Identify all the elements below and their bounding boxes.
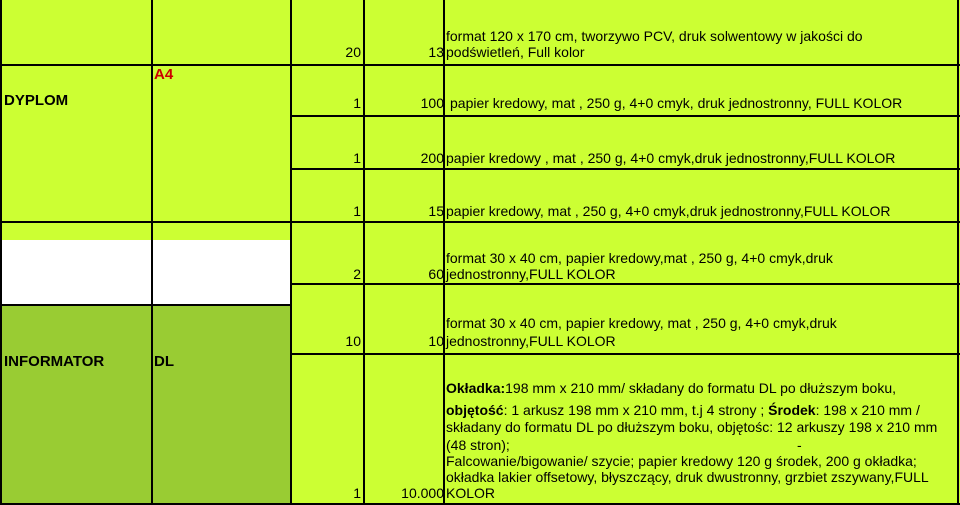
grid-vline	[443, 0, 445, 505]
format-dl-label: DL	[154, 353, 174, 370]
grid-hline	[290, 353, 960, 355]
grid-vline	[0, 0, 2, 505]
row7-line4b: -	[797, 437, 802, 453]
row5-desc-line2: jednostronny,FULL KOLOR	[446, 266, 616, 282]
row5-desc-line1: format 30 x 40 cm, papier kredowy,mat , 250 g, 4+0 cmyk,druk	[446, 250, 833, 266]
grid-hline	[0, 221, 960, 223]
row6-col-c: 10	[345, 333, 361, 349]
row6-col-d: 10	[428, 333, 444, 349]
bg-col-a-bottom	[0, 305, 152, 505]
okladka-label: Okładka:	[446, 380, 506, 396]
row1-col-c: 20	[345, 44, 361, 60]
bg-col-b-top	[152, 0, 291, 240]
row7-col-c: 1	[353, 485, 361, 501]
row2-col-c: 1	[353, 95, 361, 111]
grid-vline	[290, 0, 292, 505]
bg-a-mid	[0, 240, 291, 305]
row7-okladka-line	[446, 380, 896, 396]
objetosc-text: : 1 arkusz 198 mm x 210 mm, t.j 4 strony ;	[503, 402, 769, 418]
row5-col-c: 2	[353, 266, 361, 282]
row1-col-d: 13	[428, 44, 444, 60]
row4-desc: papier kredowy, mat , 250 g, 4+0 cmyk,druk jednostronny,FULL KOLOR	[446, 203, 891, 219]
row7-line5: Falcowanie/bigowanie/ szycie; papier kredowy 120 g środek, 200 g okładka;	[446, 453, 917, 469]
row5-col-d: 60	[428, 266, 444, 282]
row3-col-d: 200	[420, 150, 444, 166]
row4-col-c: 1	[353, 203, 361, 219]
bg-col-a-top	[0, 0, 152, 240]
row6-desc-line1: format 30 x 40 cm, papier kredowy, mat , 250 g, 4+0 cmyk,druk	[446, 315, 837, 331]
row7-line4a: (48 stron);	[446, 437, 510, 453]
row3-desc: papier kredowy , mat , 250 g, 4+0 cmyk,druk jednostronny,FULL KOLOR	[446, 150, 896, 166]
grid-hline	[290, 115, 960, 117]
row7-line3: składany do formatu DL po dłuższym boku, objętośc: 12 arkuszy 198 x 210 mm	[446, 419, 938, 435]
row7-line6: okładka lakier offsetowy, błyszczący, druk dwustronny, grzbiet zszywany,FULL	[446, 469, 929, 485]
grid-hline	[290, 283, 960, 285]
bg-col-b-bottom	[152, 305, 291, 505]
grid-vline	[957, 0, 959, 505]
srodek-text: : 198 x 210 mm /	[815, 402, 920, 418]
row7-col-d: 10.000	[401, 485, 444, 501]
okladka-text: 198 mm x 210 mm/ składany do formatu DL po dłuższym boku,	[505, 380, 897, 396]
row3-col-c: 1	[353, 150, 361, 166]
row1-desc-line2: podświetleń, Full kolor	[446, 44, 585, 60]
srodek-label: Środek	[768, 402, 816, 418]
objetosc-label: objętość	[446, 402, 504, 418]
row2-col-d: 100	[420, 95, 444, 111]
grid-vline	[363, 0, 365, 505]
grid-hline	[0, 64, 960, 66]
grid-hline	[290, 168, 960, 170]
row2-desc: papier kredowy, mat , 250 g, 4+0 cmyk, druk jednostronny, FULL KOLOR	[450, 95, 903, 111]
row1-desc-line1: format 120 x 170 cm, tworzywo PCV, druk solwentowy w jakości do	[446, 28, 863, 44]
row6-desc-line2: jednostronny,FULL KOLOR	[446, 333, 616, 349]
format-a4-label: A4	[154, 66, 174, 83]
row7-objetosc-line	[446, 402, 920, 418]
row4-col-d: 15	[428, 203, 444, 219]
informator-label: INFORMATOR	[4, 353, 105, 370]
row7-line7: KOLOR	[446, 485, 496, 501]
grid-vline	[151, 0, 153, 505]
grid-hline	[0, 304, 290, 306]
dyplom-label: DYPLOM	[4, 92, 69, 109]
